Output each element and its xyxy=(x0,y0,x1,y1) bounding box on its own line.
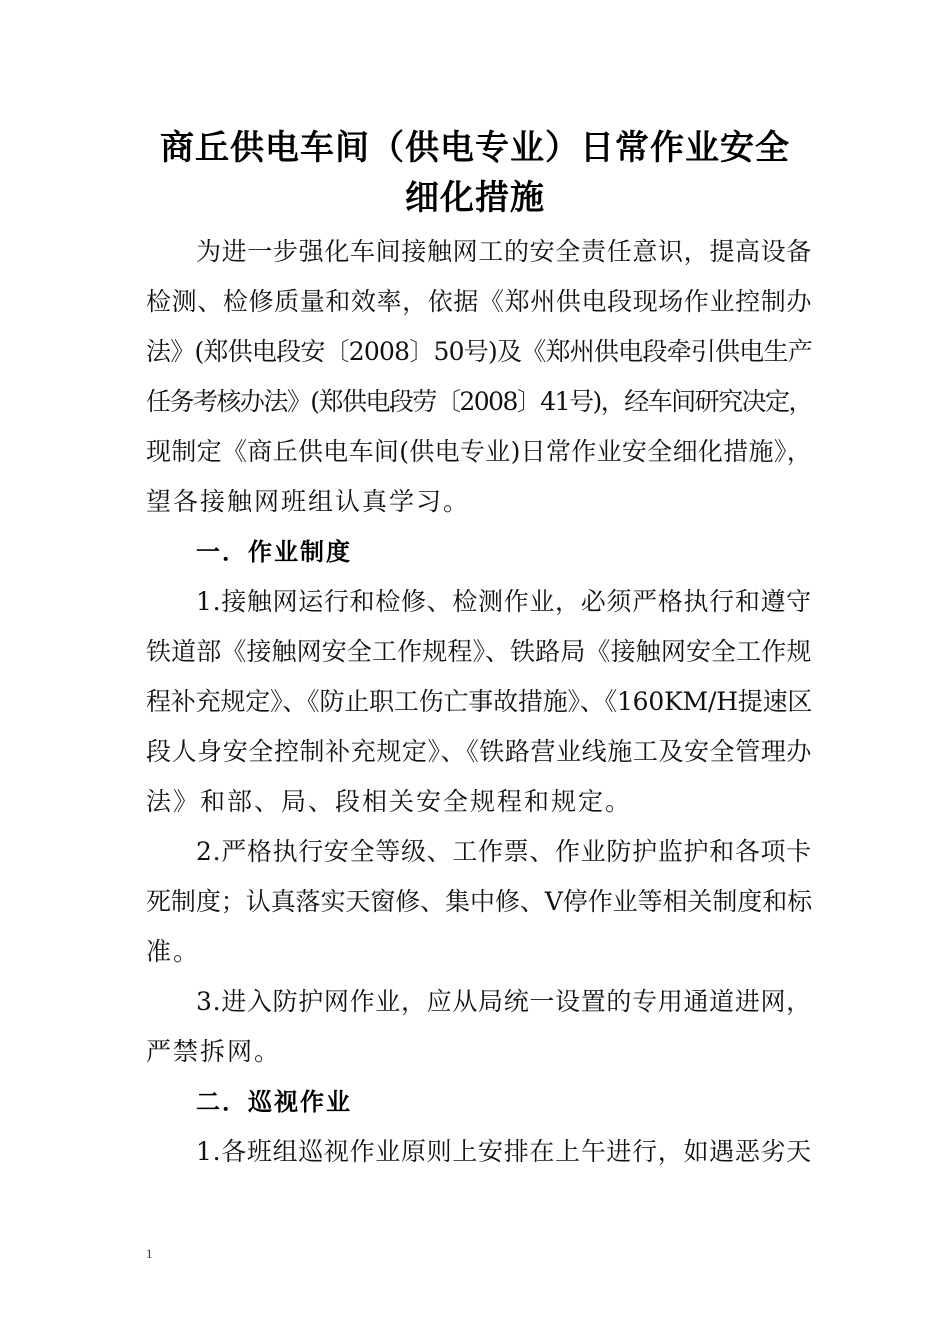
section-2-heading: 二．巡视作业 xyxy=(196,1088,352,1116)
intro-line-5: 现制定《商丘供电车间(供电专业)日常作业安全细化措施》， xyxy=(146,437,813,466)
section-1-item-3-line-1: 3.进入防护网作业，应从局统一设置的专用通道进网， xyxy=(196,987,812,1016)
section-1-item-3-line-2: 严禁拆网。 xyxy=(146,1037,282,1066)
intro-line-1: 为进一步强化车间接触网工的安全责任意识，提高设备 xyxy=(196,237,813,266)
intro-line-2: 检测、检修质量和效率，依据《郑州供电段现场作业控制办 xyxy=(146,287,813,316)
intro-line-6: 望各接触网班组认真学习。 xyxy=(146,487,471,516)
section-1-item-1-line-1: 1.接触网运行和检修、检测作业，必须严格执行和遵守 xyxy=(196,587,812,616)
section-1-heading: 一．作业制度 xyxy=(196,538,352,566)
document-title-line-2: 细化措施 xyxy=(405,178,545,218)
section-1-item-2-line-1: 2.严格执行安全等级、工作票、作业防护监护和各项卡 xyxy=(196,837,812,866)
section-2-item-1-line-1: 1.各班组巡视作业原则上安排在上午进行，如遇恶劣天 xyxy=(196,1137,812,1166)
section-1-item-1-line-3: 程补充规定》、《防止职工伤亡事故措施》、《160KM/H提速区 xyxy=(146,687,813,716)
section-1-item-1-line-5: 法》和部、局、段相关安全规程和规定。 xyxy=(146,787,633,816)
section-1-item-1-line-4: 段人身安全控制补充规定》、《铁路营业线施工及安全管理办 xyxy=(146,737,813,766)
section-1-item-1-line-2: 铁道部《接触网安全工作规程》、铁路局《接触网安全工作规 xyxy=(146,637,812,666)
intro-line-4: 任务考核办法》(郑供电段劳〔2008〕41号)，经车间研究决定， xyxy=(146,387,812,416)
document-title-line-1: 商丘供电车间（供电专业）日常作业安全 xyxy=(160,128,790,168)
section-1-item-2-line-2: 死制度；认真落实天窗修、集中修、V停作业等相关制度和标 xyxy=(146,887,813,916)
intro-line-3: 法》(郑供电段安〔2008〕50号)及《郑州供电段牵引供电生产 xyxy=(146,337,812,366)
page-number: 1 xyxy=(146,1246,153,1261)
section-1-item-2-line-3: 准。 xyxy=(146,937,201,966)
